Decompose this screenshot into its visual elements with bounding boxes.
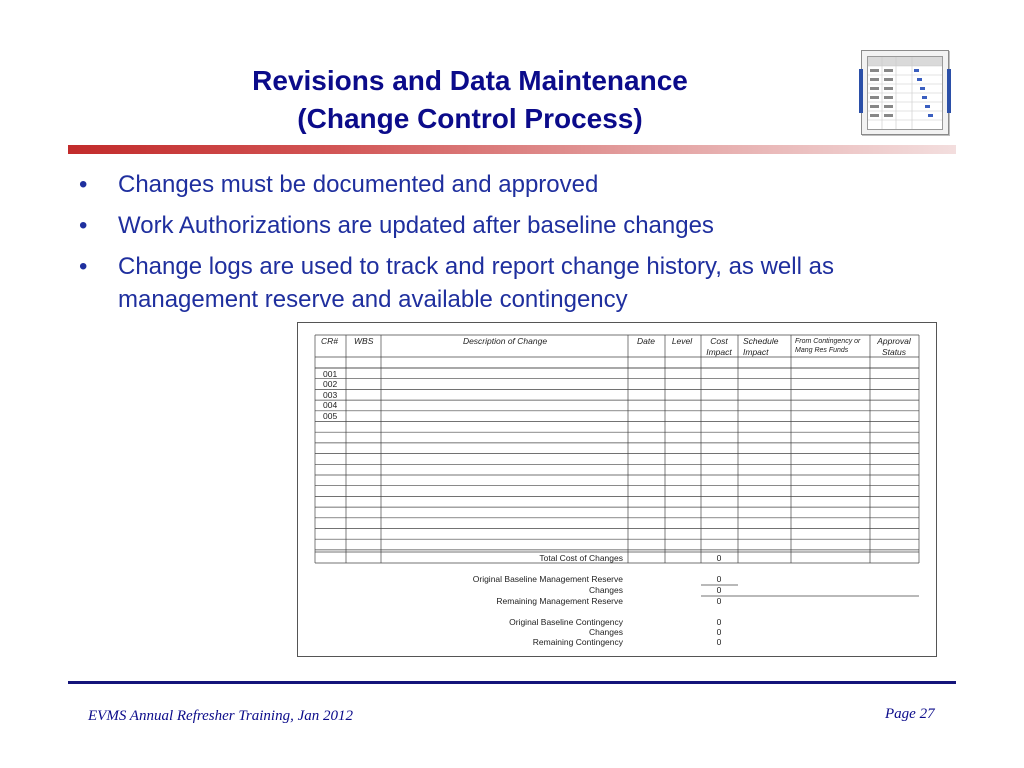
change-log-table <box>298 323 936 656</box>
bullet-item <box>75 209 955 242</box>
bullet-text: Change logs are used to track and report change history, as well as management reserve and available contingency <box>118 253 834 313</box>
bullet-text: Changes must be documented and approved <box>118 171 599 198</box>
bullet-item <box>75 168 955 201</box>
bullet-item <box>75 250 955 316</box>
mini-gantt-icon <box>868 57 942 129</box>
bullet-list <box>75 168 955 324</box>
header-approval-1: Approval <box>877 336 911 346</box>
header-level: Level <box>671 336 693 346</box>
header-description: Description of Change <box>462 336 548 346</box>
summary-value: 0 <box>716 585 722 595</box>
slide-title-line-1: Revisions and Data Maintenance <box>252 65 688 96</box>
bullet-dot-icon: • <box>79 253 88 280</box>
slide-title-line-2: (Change Control Process) <box>297 103 643 134</box>
footer-course-title: EVMS Annual Refresher Training, Jan 2012 <box>88 708 353 724</box>
bullet-text: Work Authorizations are updated after baseline changes <box>118 212 714 239</box>
header-cr: CR# <box>321 336 339 346</box>
title-divider <box>68 145 956 154</box>
summary-value: 0 <box>716 637 722 647</box>
bullet-dot-icon: • <box>79 171 88 198</box>
header-approval-2: Status <box>881 347 907 357</box>
cr-number: 003 <box>323 390 338 400</box>
header-date: Date <box>637 336 655 346</box>
total-value: 0 <box>716 553 722 563</box>
header-cost-2: Impact <box>706 347 732 357</box>
header-schedule-2: Impact <box>743 347 769 357</box>
header-funds-2: Mang Res Funds <box>795 347 849 354</box>
header-funds-1: From Contingency or <box>795 338 861 345</box>
summary-label: Original Baseline Contingency <box>509 617 623 627</box>
summary-value: 0 <box>716 617 722 627</box>
summary-label: Changes <box>588 627 623 637</box>
cr-number: 001 <box>323 369 338 379</box>
slide-title <box>170 62 770 138</box>
change-log-form <box>297 322 937 657</box>
total-label: Total Cost of Changes <box>539 553 623 563</box>
cr-number: 002 <box>323 379 338 389</box>
summary-label: Original Baseline Management Reserve <box>472 574 623 584</box>
summary-label: Remaining Contingency <box>532 637 623 647</box>
summary-label: Remaining Management Reserve <box>496 596 623 606</box>
summary-label: Changes <box>588 585 623 595</box>
summary-value: 0 <box>716 596 722 606</box>
cr-number: 005 <box>323 411 338 421</box>
spreadsheet-thumbnail-icon <box>861 50 949 135</box>
header-schedule-1: Schedule <box>743 336 779 346</box>
summary-value: 0 <box>716 627 722 637</box>
header-cost-1: Cost <box>710 336 728 346</box>
bullet-dot-icon: • <box>79 212 88 239</box>
header-wbs: WBS <box>354 336 374 346</box>
footer-divider <box>68 681 956 684</box>
cr-number: 004 <box>323 400 338 410</box>
summary-value: 0 <box>716 574 722 584</box>
page-number: Page 27 <box>885 706 935 722</box>
